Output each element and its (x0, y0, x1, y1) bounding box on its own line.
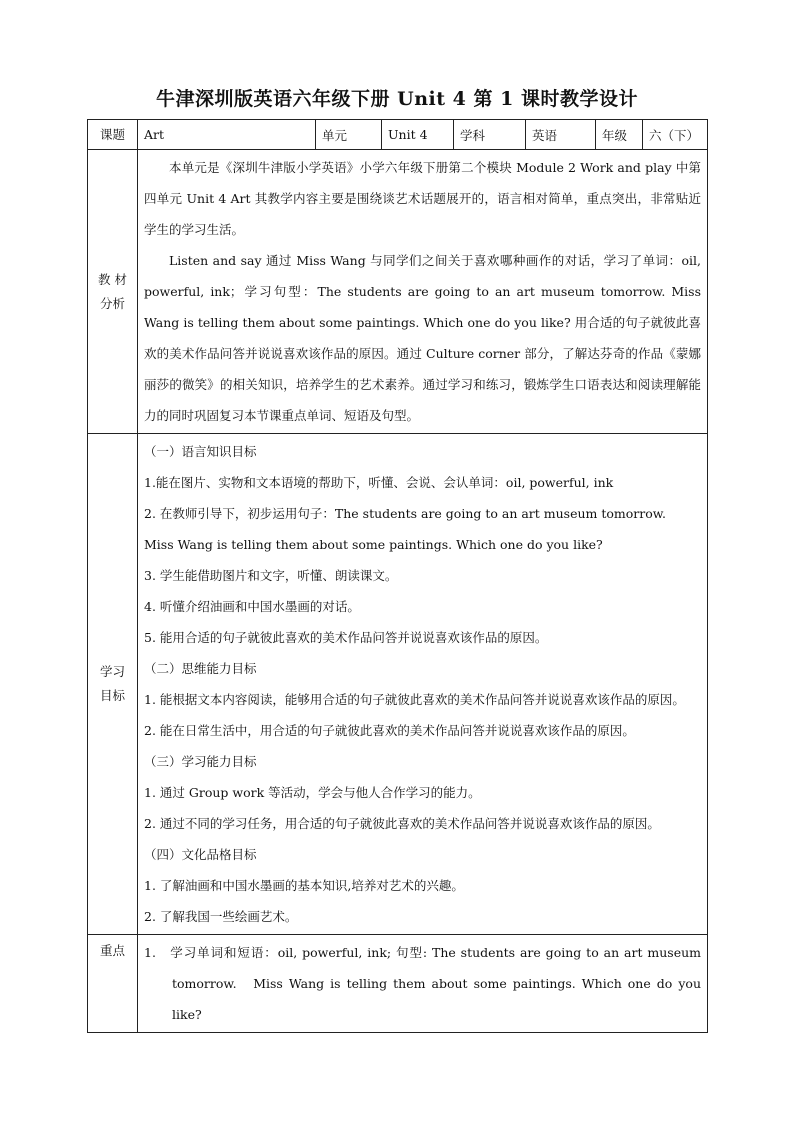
goal-heading-learning: （三）学习能力目标 (144, 754, 257, 769)
topic-label: 课题 (88, 120, 138, 150)
key-points-row (88, 935, 708, 1033)
goal-item: 2. 能在日常生活中，用合适的句子就彼此喜欢的美术作品问答并说说喜欢该作品的原因。 (144, 723, 635, 738)
goal-item: 2. 通过不同的学习任务，用合适的句子就彼此喜欢的美术作品问答并说说喜欢该作品的原因。 (144, 816, 660, 831)
learning-goals-label (88, 434, 138, 935)
material-analysis-row (88, 150, 708, 434)
material-analysis-label (88, 150, 138, 434)
material-analysis-label-line2: 分析 (99, 295, 125, 311)
unit-label: 单元 (316, 120, 382, 150)
learning-goals-label-line1: 学习 (99, 664, 125, 679)
header-row (88, 120, 708, 150)
material-paragraph-2: Listen and say 通过 Miss Wang 与同学们之间关于喜欢哪种画作的对话，学习了单词：oil, powerful, ink；学习句型：The students are going to an art museum tomorrow. Miss Wang is telling them about some paintings. Which one do you like? 用合适的句子就彼此喜欢的美术作品问答并说说喜欢该作品的原因。通过 Culture corner 部分，了解达芬奇的作品《蒙娜丽莎的微笑》的相关知识，培养学生的艺术素养。通过学习和练习，锻炼学生口语表达和阅读理解能力的同时巩固复习本节课重点单词、短语及句型。 (144, 253, 701, 423)
goal-heading-culture: （四）文化品格目标 (144, 847, 257, 862)
goal-item: 1. 能根据文本内容阅读，能够用合适的句子就彼此喜欢的美术作品问答并说说喜欢该作品的原因。 (144, 692, 685, 707)
learning-goals-content (138, 434, 708, 935)
goal-item: 2. 在教师引导下，初步运用句子：The students are going to an art museum tomorrow. Miss Wang is telling them about some paintings. Which one do you like? (144, 506, 679, 552)
goal-item: 1. 了解油画和中国水墨画的基本知识,培养对艺术的兴趣。 (144, 878, 464, 893)
learning-goals-label-line2: 目标 (99, 688, 125, 703)
lesson-plan-table (87, 119, 708, 1033)
grade-value: 六（下） (643, 120, 708, 150)
goal-heading-thinking: （二）思维能力目标 (144, 661, 257, 676)
document-title: 牛津深圳版英语六年级下册 Unit 4 第 1 课时教学设计 (156, 88, 638, 110)
material-analysis-content (138, 150, 708, 434)
unit-value: Unit 4 (382, 120, 454, 150)
goal-item: 4. 听懂介绍油画和中国水墨画的对话。 (144, 599, 360, 614)
material-analysis-label-line1: 教 材 (98, 271, 127, 287)
material-paragraph-1: 本单元是《深圳牛津版小学英语》小学六年级下册第二个模块 Module 2 Work and play 中第四单元 Unit 4 Art 其教学内容主要是围绕谈艺术话题展开的，语言相对简单，重点突出，非常贴近学生的学习生活。 (144, 160, 701, 237)
subject-value: 英语 (526, 120, 596, 150)
key-points-content (138, 935, 708, 1033)
key-points-label: 重点 (88, 935, 138, 1033)
topic-value: Art (138, 120, 316, 150)
key-point-item: 1. 学习单词和短语：oil, powerful, ink; 句型: The students are going to an art museum tomorrow. Miss Wang is telling them about some paintings. Which one do you like? (144, 945, 701, 1022)
grade-label: 年级 (596, 120, 643, 150)
goal-heading-language: （一）语言知识目标 (144, 444, 257, 459)
goal-item: 2. 了解我国一些绘画艺术。 (144, 909, 298, 924)
goal-item: 3. 学生能借助图片和文字，听懂、朗读课文。 (144, 568, 398, 583)
goal-item: 1. 通过 Group work 等活动，学会与他人合作学习的能力。 (144, 785, 481, 800)
goal-item: 1.能在图片、实物和文本语境的帮助下，听懂、会说、会认单词：oil, powerful, ink (144, 475, 614, 490)
subject-label: 学科 (454, 120, 526, 150)
goal-item: 5. 能用合适的句子就彼此喜欢的美术作品问答并说说喜欢该作品的原因。 (144, 630, 548, 645)
learning-goals-row (88, 434, 708, 935)
